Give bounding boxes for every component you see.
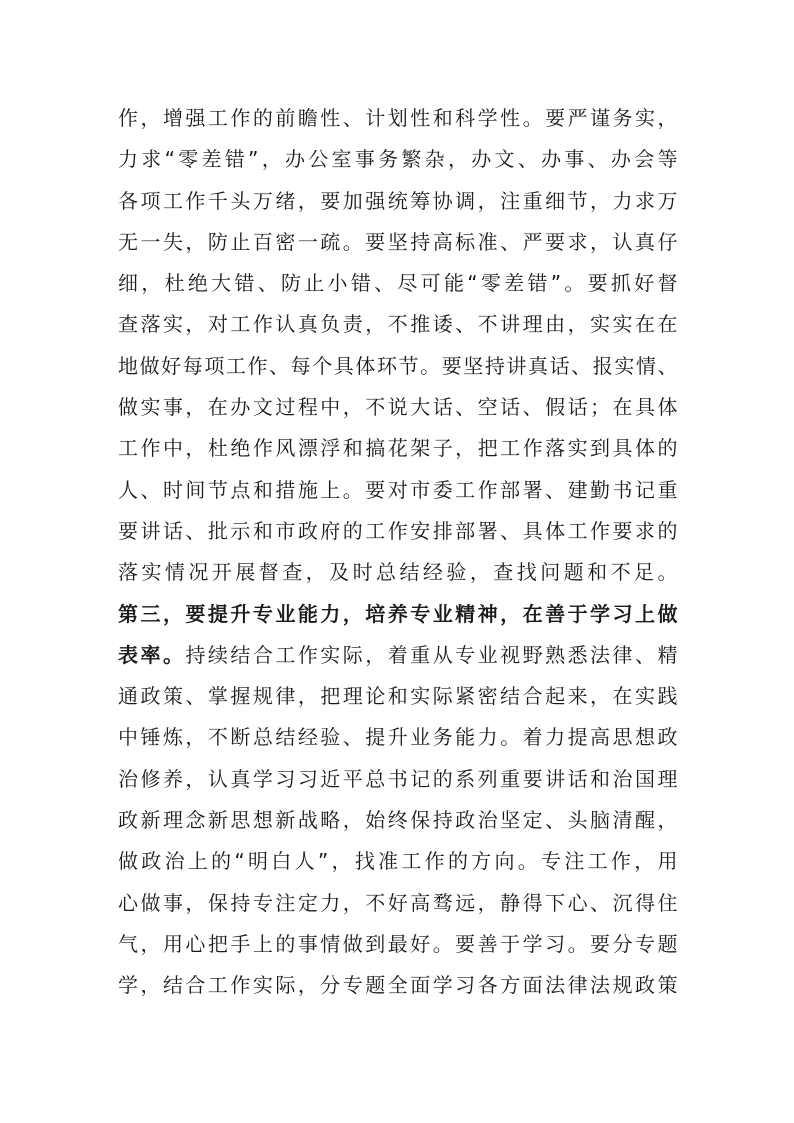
text-line: 做实事，在办文过程中，不说大话、空话、假话；在具体: [118, 395, 678, 420]
text-line: 人、时间节点和措施上。要对市委工作部署、建勤书记重: [118, 477, 678, 502]
text-line: 做政治上的“明白人”，找准工作的方向。专注工作，用: [118, 849, 678, 874]
section-heading-end: 表率。: [118, 642, 186, 667]
text-line: 心做事，保持专注定力，不好高骛远，静得下心、沉得住: [118, 890, 678, 915]
text-line: 治修养，认真学习习近平总书记的系列重要讲话和治国理: [118, 766, 678, 791]
text-line: 落实情况开展督查，及时总结经验，查找问题和不足。: [118, 560, 678, 585]
text-line: 力求“零差错”，办公室事务繁杂，办文、办事、办会等: [118, 147, 678, 172]
text-line: 气，用心把手上的事情做到最好。要善于学习。要分专题: [118, 931, 678, 956]
text-line: 通政策、掌握规律，把理论和实际紧密结合起来，在实践: [118, 684, 678, 709]
text-line: 各项工作千头万绪，要加强统筹协调，注重细节，力求万: [118, 188, 678, 213]
text-line: 要讲话、批示和市政府的工作安排部署、具体工作要求的: [118, 518, 678, 543]
text-line: 作，增强工作的前瞻性、计划性和科学性。要严谨务实，: [118, 106, 678, 130]
text-line: 政新理念新思想新战略，始终保持政治坚定、头脑清醒，: [118, 808, 678, 833]
text-line: 细，杜绝大错、防止小错、尽可能“零差错”。要抓好督: [118, 271, 678, 296]
body-text: [118, 98, 678, 1007]
text-line: 学，结合工作实际，分专题全面学习各方面法律法规政策: [118, 973, 678, 998]
section-heading: 第三，要提升专业能力，培养专业精神，在善于学习上做: [118, 601, 678, 626]
text-line: 工作中，杜绝作风漂浮和搞花架子，把工作落实到具体的: [118, 436, 678, 461]
text-line: 中锤炼，不断总结经验、提升业务能力。着力提高思想政: [118, 725, 678, 750]
text-line-segment: 持续结合工作实际，着重从专业视野熟悉法律、精: [185, 642, 678, 667]
text-line: 无一失，防止百密一疏。要坚持高标准、严要求，认真仔: [118, 229, 678, 254]
heading-continuation-line: [118, 635, 678, 676]
text-line: 地做好每项工作、每个具体环节。要坚持讲真话、报实情、: [118, 353, 678, 378]
text-line: 查落实，对工作认真负责，不推诿、不讲理由，实实在在: [118, 312, 678, 337]
